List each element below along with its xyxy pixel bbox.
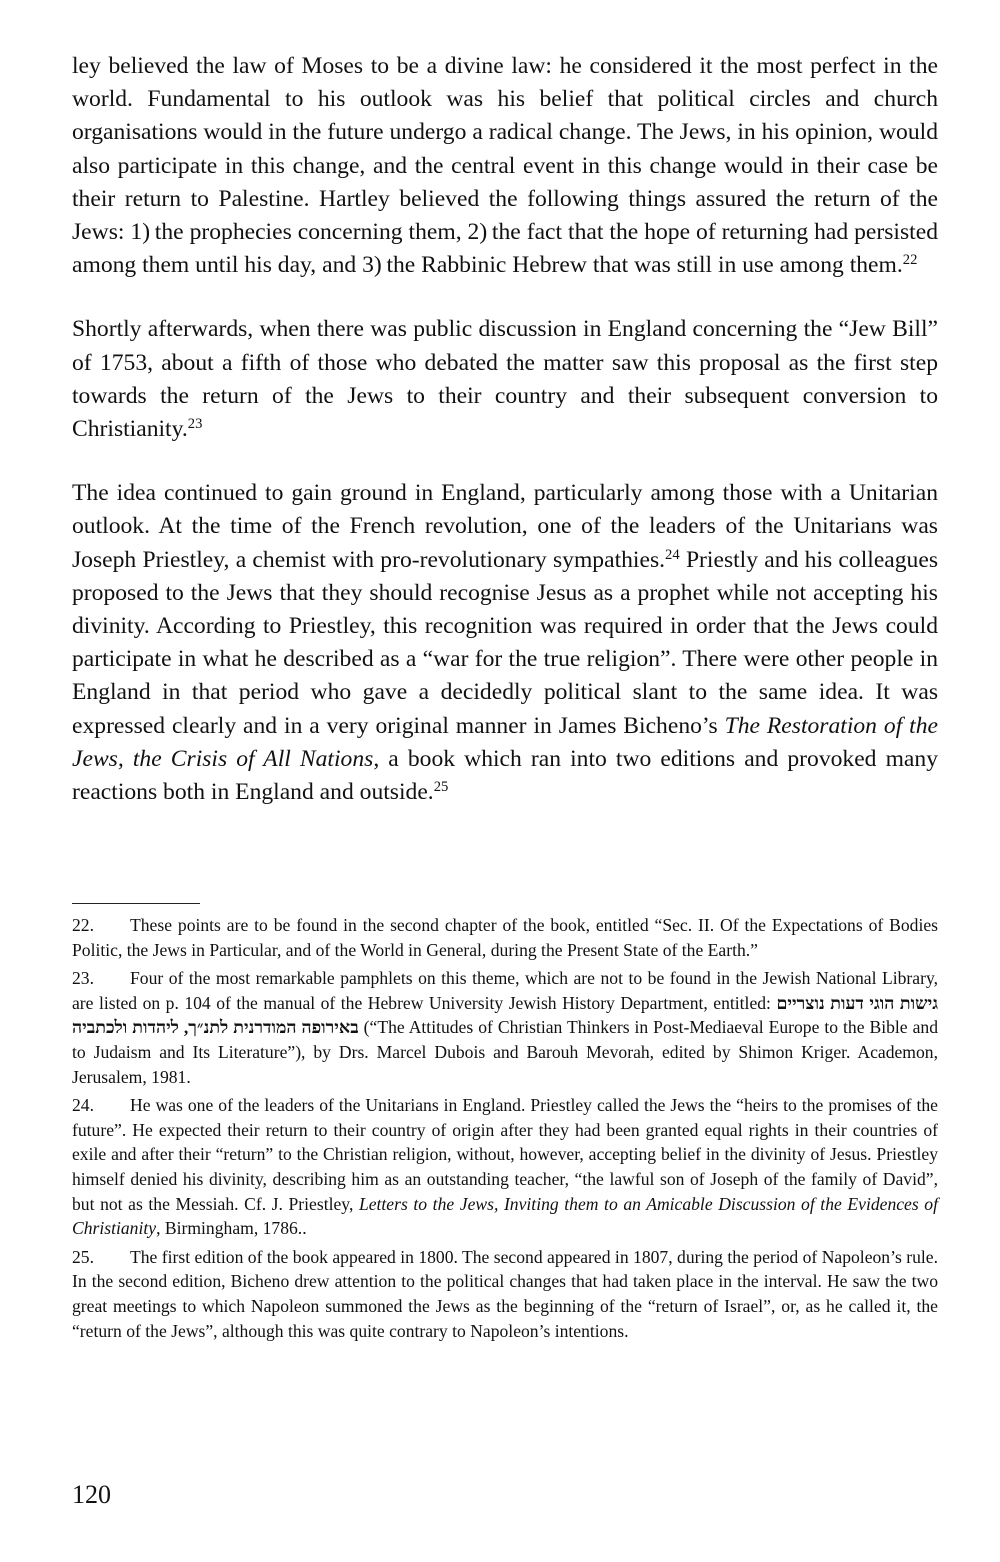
footnote-23: 23. Four of the most remarkable pamphlets on this theme, which are not to be found in the Jewish National Library, are listed on p. 104 of the manual of the Hebrew University Jewish History Department, entitled: גישות הוגי דעות נוצריים באירופה המודרנית לתנ״ך, ליהדות ולכתביה (“The Attitudes of Christian Thinkers in Post-Mediaeval Europe to the Bible and to Judaism and Its Literature”), by Drs. Marcel Dubois and Barouh Mevorah, edited by Shimon Kriger. Academon, Jerusalem, 1981. (72, 968, 939, 1087)
book-title: The Restoration of the Jews, the Crisis of All Nations (72, 712, 938, 772)
footnote-22: 22. These points are to be found in the second chapter of the book, entitled “Sec. II. Of the Expectations of Bodies Politic, the Jews in Particular, and of the World in General, during the Present State of the Earth.” (72, 915, 938, 960)
body-text (72, 50, 938, 840)
footnote-separator (72, 903, 200, 904)
footnote-number: 24. (72, 1095, 94, 1116)
book-title: Letters to the Jews, Inviting them to an Amicable Discussion of the Evidences of Christianity (72, 1193, 938, 1239)
footnote-ref: 23 (187, 415, 203, 432)
footnote-25: 25. The first edition of the book appeared in 1800. The second appeared in 1807, during the period of Napoleon’s rule. In the second edition, Bicheno drew attention to the political changes that had taken place in the interval. He saw the two great meetings to which Napoleon summoned the Jews as the beginning of the “return of Israel”, or, as he called it, the “return of the Jews”, although this was quite contrary to Napoleon’s intentions. (72, 1246, 938, 1341)
footnote-number: 23. (72, 968, 94, 989)
footnote-24: 24. He was one of the leaders of the Unitarians in England. Priestley called the Jews the “heirs to the promises of the future”. He expected their return to their country of origin after they had been granted equal rights in their countries of exile and after their “return” to the Christian religion, without, however, accepting belief in the divinity of Jesus. Priestley himself denied his divinity, describing him as an outstanding teacher, “the lawful son of Joseph of the family of David”, but not as the Messiah. Cf. J. Priestley, Letters to the Jews, Inviting them to an Amicable Discussion of the Evidences of Christianity, Birmingham, 1786.. (72, 1095, 938, 1239)
paragraph: Shortly afterwards, when there was public discussion in England concerning the “Jew Bill” of 1753, about a fifth of those who debated the matter saw this proposal as the first step towards the return of the Jews to their country and their subsequent conversion to Christianity.$^{23}$ (72, 316, 938, 443)
footnote-number: 22. (72, 915, 94, 935)
paragraph: ley believed the law of Moses to be a divine law: he considered it the most perfect in the world. Fundamental to his outlook was his belief that political circles and church organisations would in the future undergo a radical change. The Jews, in his opinion, would also participate in this change, and the central event in this change would in their case be their return to Palestine. Hartley believed the following things assured the return of the Jews: 1) the prophecies concerning them, 2) the fact that the hope of returning had persisted among them until his day, and 3) the Rabbinic Hebrew that was still in use among them.$^{22}$ (72, 53, 938, 279)
page-number: 120 (72, 1480, 111, 1509)
footnote-number: 25. (72, 1246, 94, 1267)
paragraph: The idea continued to gain ground in England, particularly among those with a Unitarian outlook. At the time of the French revolution, one of the leaders of the Unitarians was Joseph Priestley, a chemist with pro-revolutionary sympathies.$^{24}$ Priestly and his colleagues proposed to the Jews that they should recognise Jesus as a prophet while not accepting his divinity. According to Priestley, this recognition was required in order that the Jews could participate in what he described as a “war for the true religion”. There were other people in England in that period who gave a decidedly political slant to the same idea. It was expressed clearly and in a very original manner in James Bicheno’s The Restoration of the Jews, the Crisis of All Nations, a book which ran into two editions and provoked many reactions both in England and outside.$^{25}$ (72, 480, 939, 806)
footnotes (72, 913, 938, 1347)
hebrew-title: גישות הוגי דעות נוצריים באירופה המודרנית לתנ״ך, ליהדות ולכתביה (72, 992, 938, 1038)
footnote-ref: 25 (433, 779, 449, 796)
footnote-ref: 22 (902, 252, 918, 269)
footnote-ref: 24 (665, 546, 680, 563)
